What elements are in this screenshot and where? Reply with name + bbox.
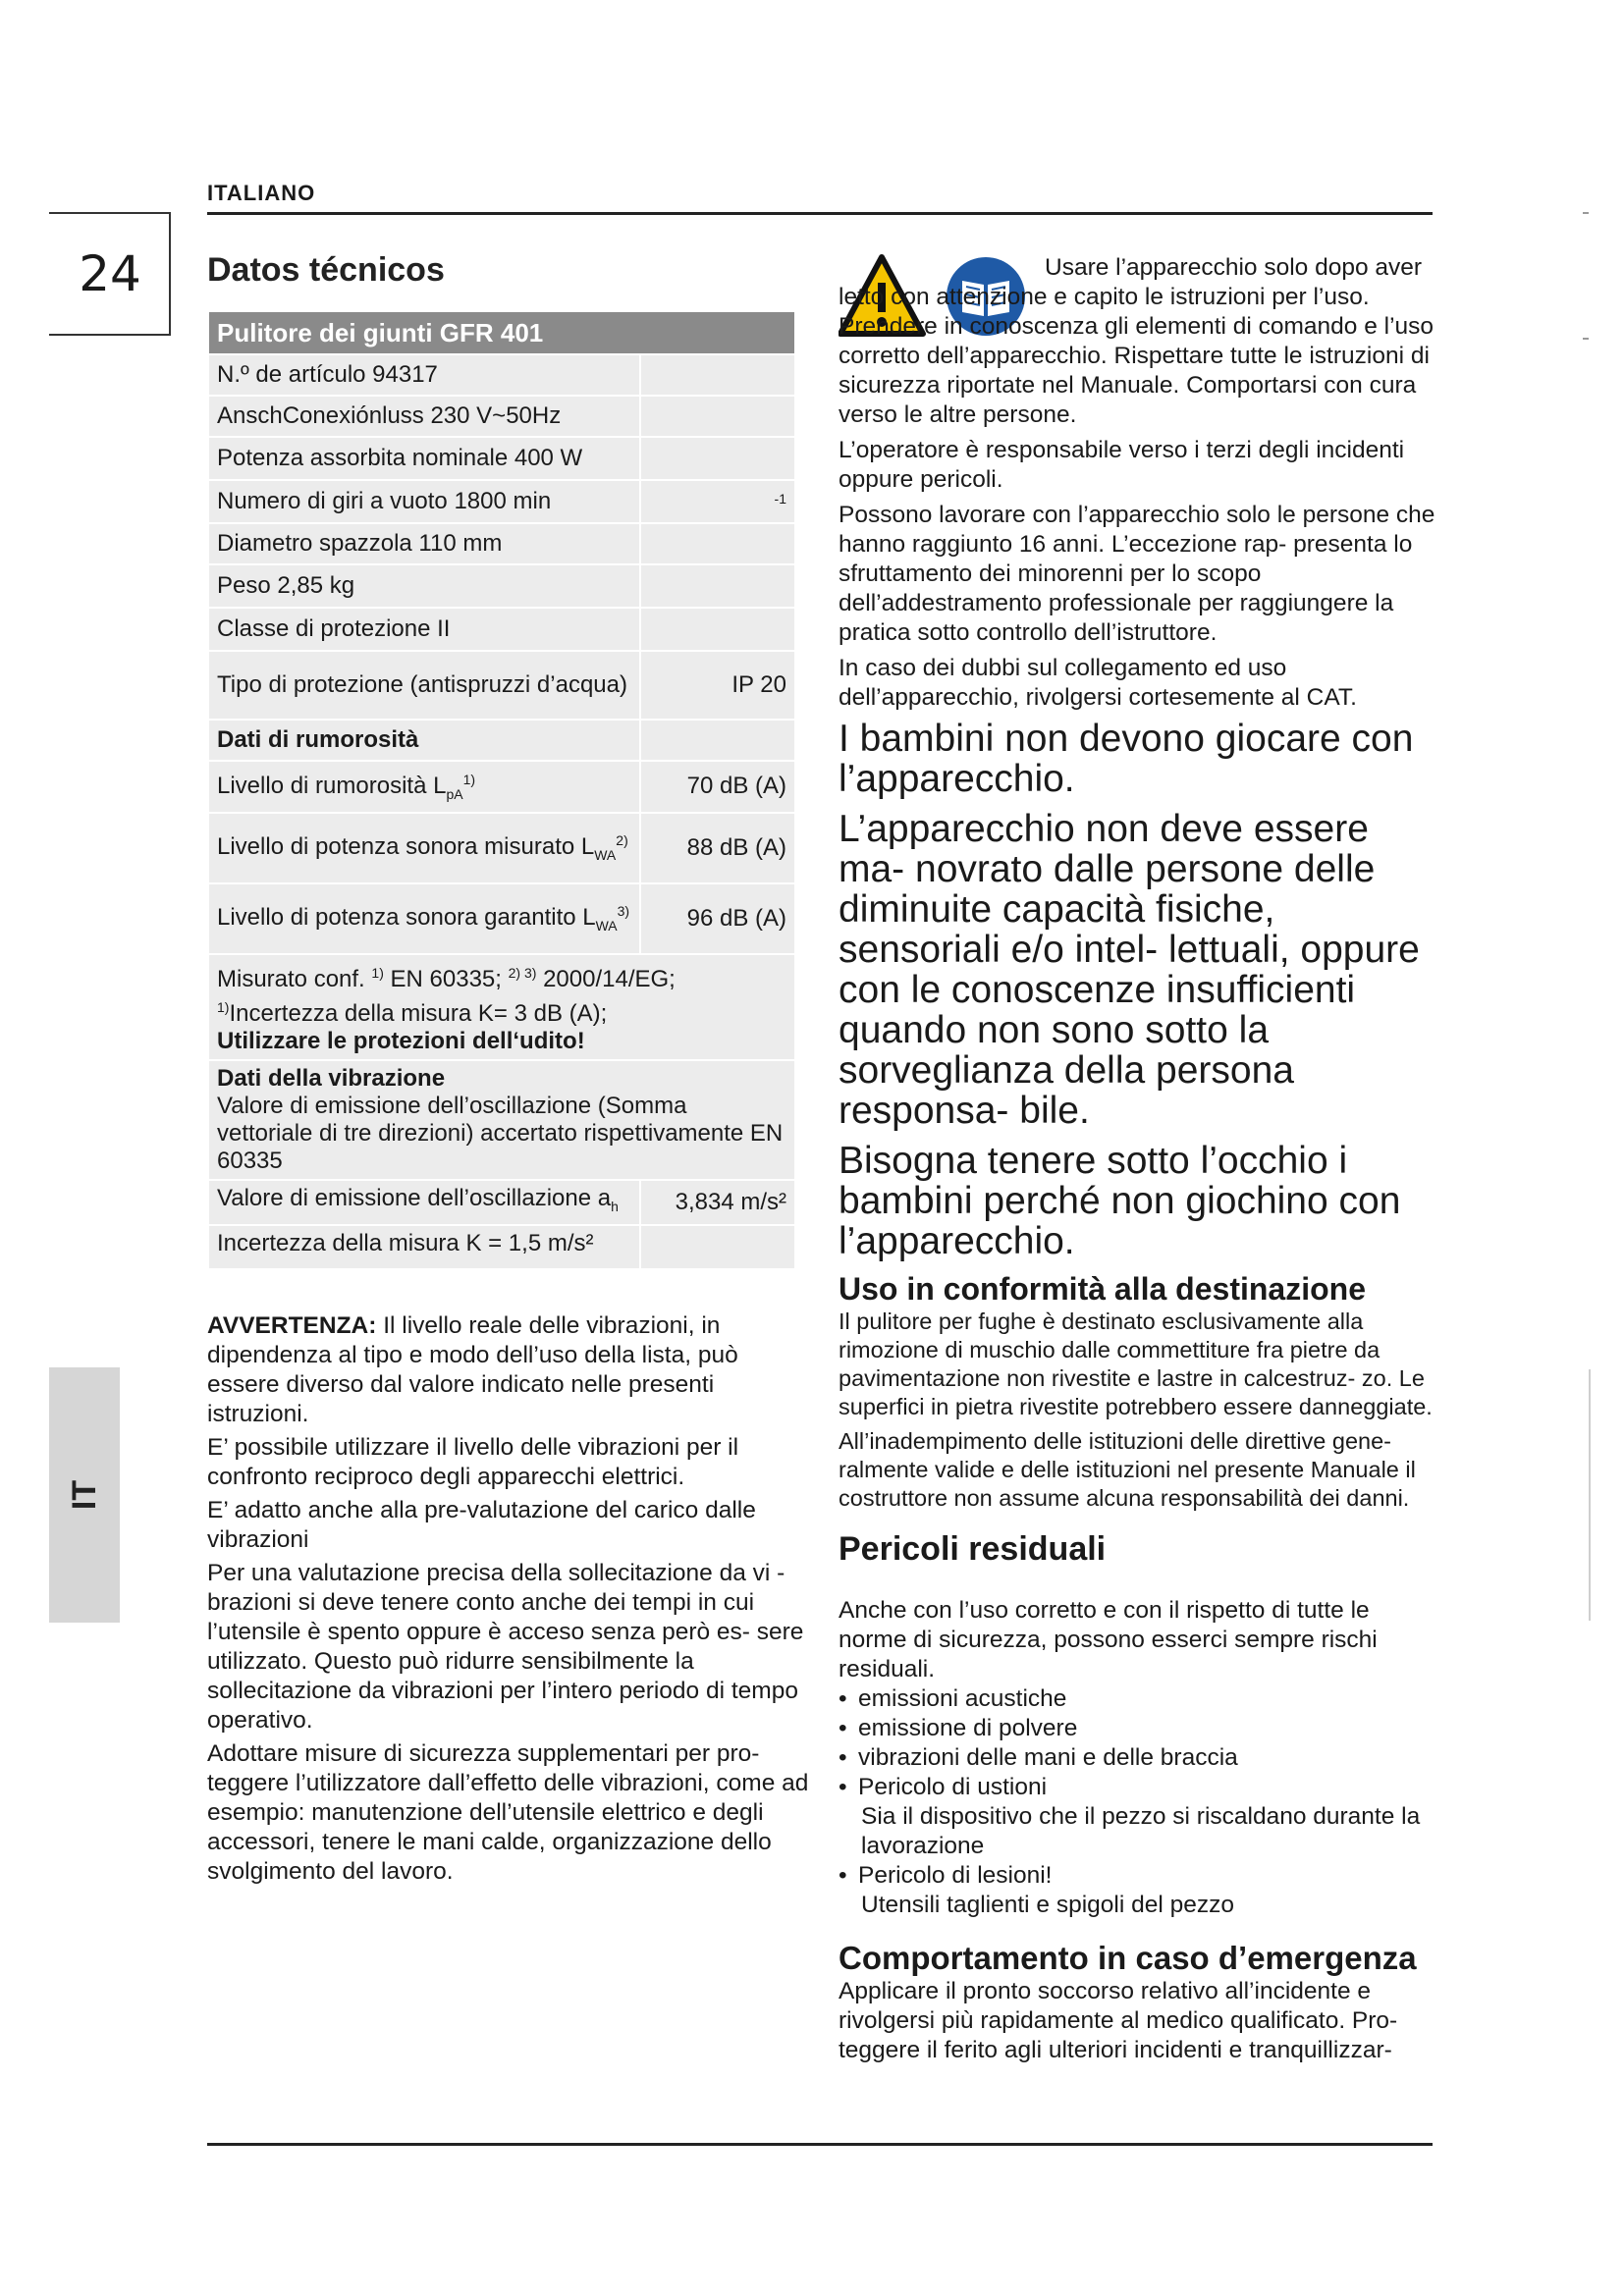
spec-value bbox=[640, 608, 795, 651]
supervision-warning: Bisogna tenere sotto l’occhio i bambini perché non giochino con l’apparecchio. bbox=[839, 1140, 1401, 1262]
safety-paragraph: L’operatore è responsabile verso i terzi degli incidenti oppure pericoli. bbox=[839, 437, 1405, 493]
spec-label: Diametro spazzola 110 mm bbox=[208, 523, 640, 564]
list-item: • emissioni acustiche bbox=[839, 1684, 1437, 1714]
noise-value: 96 dB (A) bbox=[640, 883, 795, 954]
edge-mark bbox=[1583, 212, 1589, 214]
vibration-label: Valore di emissione dell’oscillazione $a_h$ bbox=[208, 1180, 640, 1225]
noise-value: 70 dB (A) bbox=[640, 761, 795, 813]
spec-value bbox=[640, 523, 795, 564]
residual-risks-title: Pericoli residuali bbox=[839, 1530, 1107, 1568]
spec-label: Potenza assorbita nominale 400 W bbox=[208, 437, 640, 480]
spec-row bbox=[208, 523, 795, 564]
hearing-protection-note: Utilizzare le protezioni dell‘udito! bbox=[217, 1027, 585, 1054]
language-header: ITALIANO bbox=[207, 181, 316, 205]
intended-use-paragraph: Il pulitore per fughe è destinato esclusivamente alla rimozione di muschio dalle commettiture fra pietre da pavimentazione non rivestite e lastre in calcestruz- zo. Le superfici in pietra rivestite potrebbero essere danneggiate. bbox=[839, 1308, 1433, 1419]
list-item: • Pericolo di ustioni Sia il dispositivo che il pezzo si riscaldano durante la lavorazione bbox=[839, 1773, 1437, 1861]
spec-row bbox=[208, 651, 795, 720]
spec-label: Classe di protezione II bbox=[208, 608, 640, 651]
vibration-section-title: Dati della vibrazione bbox=[217, 1064, 446, 1092]
list-item: • Pericolo di lesioni! Utensili taglienti e spigoli del pezzo bbox=[839, 1861, 1437, 1920]
noise-row bbox=[208, 883, 795, 954]
list-item: • emissione di polvere bbox=[839, 1714, 1437, 1743]
edge-mark bbox=[1589, 1369, 1591, 1621]
noise-row bbox=[208, 813, 795, 883]
spec-table-header-row bbox=[208, 311, 795, 354]
spec-value bbox=[640, 437, 795, 480]
spec-label: Tipo di protezione (antispruzzi d’acqua) bbox=[208, 651, 640, 720]
warning-paragraph: E’ possibile utilizzare il livello delle vibrazioni per il confronto reciproco degli apparecchi elettrici. bbox=[207, 1434, 739, 1490]
warning-paragraph: Adottare misure di sicurezza supplementari per pro- teggere l’utilizzatore dall’effetto delle vibrazioni, come ad esempio: manutenzione dell’utensile elettrico e degli accessori, tenere le mani calde, organizzazione dello svolgimento del lavoro. bbox=[207, 1740, 809, 1885]
safety-paragraph: Possono lavorare con l’apparecchio solo le persone che hanno raggiunto 16 anni. L’eccezione rap- presenta lo sfruttamento dei minorenni per lo scopo dell’addestramento professionale per raggiungere la pratica sotto controllo dell’istruttore. bbox=[839, 502, 1435, 646]
intended-use-title: Uso in conformità alla destinazione bbox=[839, 1271, 1366, 1307]
emergency-paragraph: Applicare il pronto soccorso relativo all’incidente e rivolgersi più rapidamente al medico qualificato. Pro- teggere il ferito agli ulteriori incidenti e tranquillizzar- bbox=[839, 1978, 1398, 2063]
warning-paragraph: E’ adatto anche alla pre-valutazione del carico dalle vibrazioni bbox=[207, 1497, 756, 1553]
spec-row bbox=[208, 437, 795, 480]
spec-label: N.º de artículo 94317 bbox=[208, 354, 640, 396]
edge-mark bbox=[1583, 338, 1589, 340]
safety-paragraph: Usare l’apparecchio solo dopo aver letto con attenzione e capito le istruzioni per l’uso. Prendere in conoscenza gli elementi di comando e l’uso corretto dell’apparecchio. Rispettare tutte le istruzioni di sicurezza riportate nel Manuale. Comportarsi con cura verso le altre persone. bbox=[839, 254, 1435, 428]
spec-table bbox=[207, 310, 796, 1270]
tech-data-title: Datos técnicos bbox=[207, 251, 445, 289]
vibration-warning-block bbox=[207, 1311, 816, 1891]
page-number: 24 bbox=[79, 245, 141, 302]
vibration-row bbox=[208, 1180, 795, 1225]
vibration-section-row bbox=[208, 1060, 795, 1180]
spec-row bbox=[208, 608, 795, 651]
noise-section-title: Dati di rumorosità bbox=[208, 720, 640, 761]
vibration-description: Valore di emissione dell’oscillazione (Somma vettoriale di tre direzioni) accertato rispettivamente EN 60335 bbox=[217, 1092, 784, 1174]
emergency-title: Comportamento in caso d’emergenza bbox=[839, 1940, 1417, 1976]
children-warning: I bambini non devono giocare con l’apparecchio. bbox=[839, 718, 1414, 800]
noise-note-line: $^{1)}$Incertezza della misura K= 3 dB (A); bbox=[217, 998, 608, 1027]
safety-block bbox=[839, 253, 1437, 2071]
noise-label: Livello di potenza sonora garantito $L_{WA}^{3)}$ bbox=[208, 883, 640, 954]
spec-value bbox=[640, 354, 795, 396]
spec-value: -1 bbox=[640, 480, 795, 523]
noise-value: 88 dB (A) bbox=[640, 813, 795, 883]
residual-intro: Anche con l’uso corretto e con il rispetto di tutte le norme di sicurezza, possono esserci sempre rischi residuali. bbox=[839, 1597, 1378, 1682]
noise-label: Livello di potenza sonora misurato $L_{WA}^{2)}$ bbox=[208, 813, 640, 883]
spec-value bbox=[640, 396, 795, 437]
vibration-label: Incertezza della misura K = 1,5 m/s² bbox=[208, 1225, 640, 1270]
spec-row bbox=[208, 564, 795, 608]
spec-table-title: Pulitore dei giunti GFR 401 bbox=[208, 311, 795, 354]
warning-paragraph: AVVERTENZA: Il livello reale delle vibrazioni, in dipendenza al tipo e modo dell’uso della lista, può essere diverso dal valore indicato nelle presenti istruzioni. bbox=[207, 1312, 738, 1427]
spec-value-empty bbox=[640, 720, 795, 761]
spec-row bbox=[208, 354, 795, 396]
safety-paragraph: In caso dei dubbi sul collegamento ed uso dell’apparecchio, rivolgersi cortesemente al CAT. bbox=[839, 655, 1357, 711]
vibration-section bbox=[208, 1060, 795, 1180]
vibration-value: 3,834 m/s² bbox=[640, 1180, 795, 1225]
capability-warning: L’apparecchio non deve essere ma- novrato dalle persone delle diminuite capacità fisiche, sensoriali e/o intel- lettuali, oppure con le conoscenze insufficienti quando non sono sotto la sorveglianza della persona responsa- bile. bbox=[839, 808, 1420, 1132]
spec-label: Peso 2,85 kg bbox=[208, 564, 640, 608]
spec-row bbox=[208, 480, 795, 523]
language-side-tab-label: IT bbox=[65, 1479, 103, 1511]
noise-row bbox=[208, 761, 795, 813]
list-item: • vibrazioni delle mani e delle braccia bbox=[839, 1743, 1437, 1773]
noise-notes bbox=[208, 954, 795, 1060]
spec-label: Numero di giri a vuoto 1800 min bbox=[208, 480, 640, 523]
noise-note-line: Misurato conf. $^{1)}$ EN 60335; $^{2) 3)}$ 2000/14/EG; bbox=[217, 964, 676, 992]
noise-note-row bbox=[208, 954, 795, 1060]
spec-value bbox=[640, 564, 795, 608]
intended-use-paragraph: All’inadempimento delle istituzioni delle direttive gene- ralmente valide e delle istituzioni nel presente Manuale il costruttore non assume alcuna responsabilità dei danni. bbox=[839, 1428, 1416, 1511]
noise-label: Livello di rumorosità $L_{pA}^{1)}$ bbox=[208, 761, 640, 813]
residual-risks-list bbox=[839, 1684, 1437, 1920]
noise-section-row bbox=[208, 720, 795, 761]
vibration-value bbox=[640, 1225, 795, 1270]
top-rule bbox=[207, 212, 1433, 215]
spec-value: IP 20 bbox=[640, 651, 795, 720]
vibration-row bbox=[208, 1225, 795, 1270]
bottom-rule bbox=[207, 2143, 1433, 2146]
spec-label: AnschConexiónluss 230 V~50Hz bbox=[208, 396, 640, 437]
spec-row bbox=[208, 396, 795, 437]
warning-paragraph: Per una valutazione precisa della sollecitazione da vi - brazioni si deve tenere conto anche dei tempi in cui l’utensile è spento oppure è acceso senza però es- sere utilizzato. Questo può ridurre sensibilmente la sollecitazione da vibrazioni per l’intero periodo di tempo operativo. bbox=[207, 1560, 804, 1734]
